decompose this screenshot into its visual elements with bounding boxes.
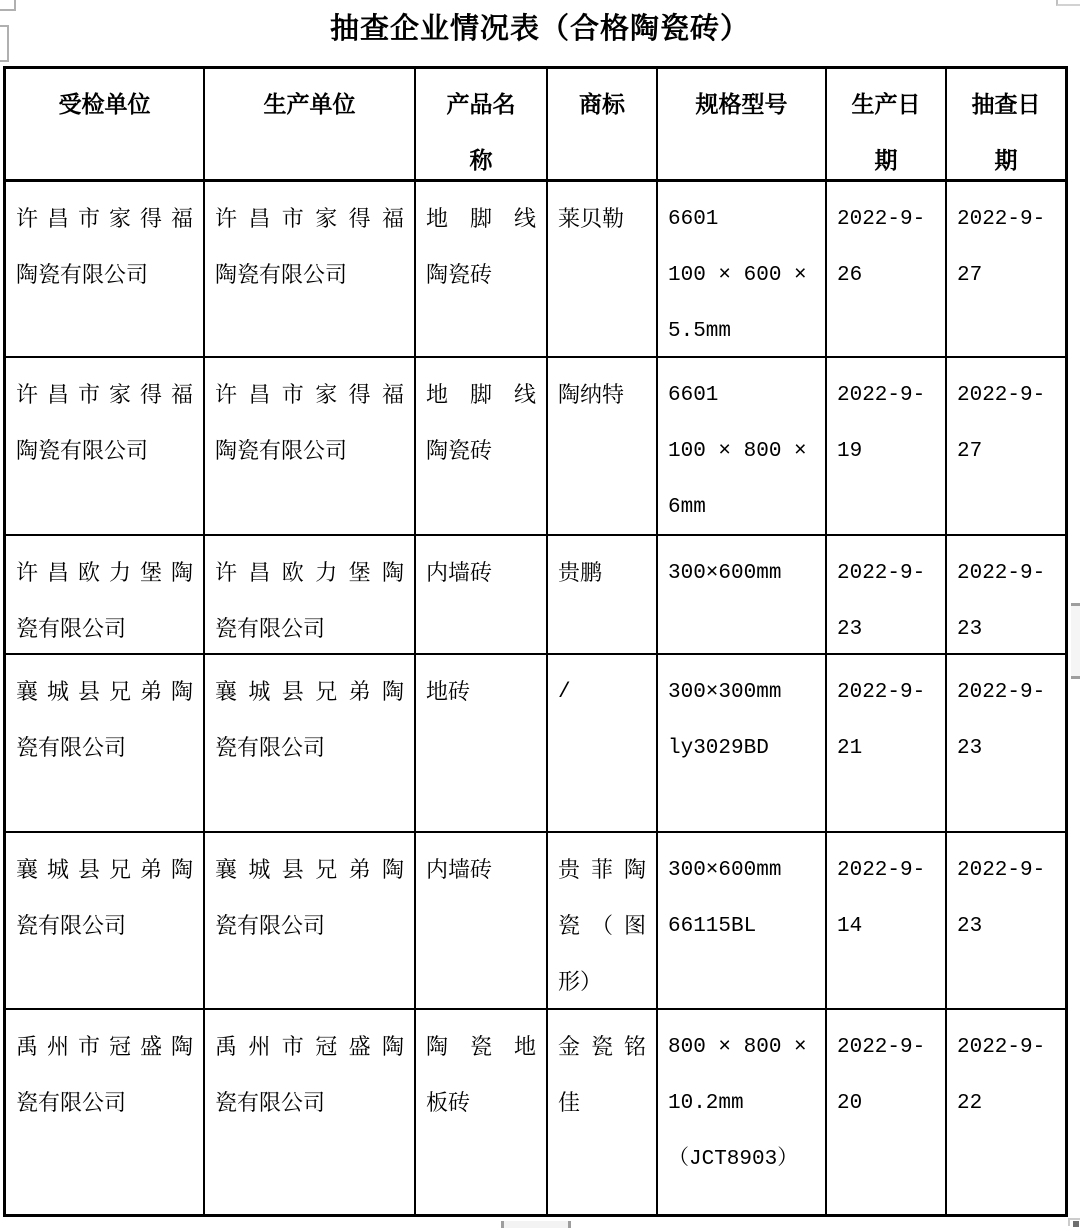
cell-line: 许昌市家得福 [215, 207, 404, 232]
cell-line: 襄城县兄弟陶 [16, 858, 193, 883]
cell-line: 板砖 [426, 1091, 471, 1116]
cell-r2c0 [6, 536, 205, 655]
cell-r1c5 [827, 358, 947, 536]
cell-r0c0 [6, 182, 205, 358]
cell-line: 许昌欧力堡陶 [16, 561, 193, 586]
cell-r3c3 [548, 655, 658, 833]
cell-line: 2022-9- [837, 681, 926, 704]
cell-line: 许昌市家得福 [16, 207, 193, 232]
cell-line: 陶瓷砖 [426, 439, 493, 464]
cell-line: 300×600mm [668, 562, 782, 585]
header-line: 期 [994, 148, 1018, 174]
cell-r3c4 [658, 655, 827, 833]
cell-line: 23 [957, 915, 983, 938]
cell-r0c3 [548, 182, 658, 358]
cell-line: / [558, 681, 571, 704]
cell-r3c5 [827, 655, 947, 833]
cell-r4c3 [548, 833, 658, 1010]
cell-line: 2022-9- [957, 562, 1046, 585]
cell-r4c2 [416, 833, 548, 1010]
cell-line: 襄城县兄弟陶 [215, 680, 404, 705]
cell-r2c1 [205, 536, 416, 655]
horizontal-scrollbar-thumb[interactable] [501, 1221, 571, 1228]
cell-line: 14 [837, 915, 863, 938]
cell-line: 26 [837, 264, 863, 287]
cell-r1c1 [205, 358, 416, 536]
cell-line: 2022-9- [837, 1036, 926, 1059]
cell-r5c2 [416, 1010, 548, 1214]
cell-r2c6 [947, 536, 1065, 655]
cell-r4c5 [827, 833, 947, 1010]
cell-line: 形） [558, 970, 603, 995]
cell-line: 23 [957, 618, 983, 641]
cell-line: 瓷有限公司 [16, 1091, 127, 1116]
cell-line: 100 × 600 × [668, 264, 807, 287]
cell-line: 陶瓷地 [426, 1035, 536, 1060]
cell-line: 27 [957, 440, 983, 463]
cell-line: 2022-9- [957, 681, 1046, 704]
cell-line: 800 × 800 × [668, 1036, 807, 1059]
cell-line: 6601 [668, 208, 719, 231]
cell-line: 21 [837, 737, 863, 760]
header-producer [205, 69, 416, 182]
cell-line: ly3029BD [668, 737, 769, 760]
header-line: 抽查日 [971, 92, 1041, 118]
header-spec-model [658, 69, 827, 182]
cell-r3c0 [6, 655, 205, 833]
cell-line: 瓷有限公司 [215, 914, 326, 939]
header-line: 期 [874, 148, 898, 174]
cell-line: 22 [957, 1092, 983, 1115]
header-line: 称 [469, 148, 493, 174]
cell-line: 内墙砖 [426, 561, 493, 586]
cell-line: 2022-9- [957, 384, 1046, 407]
vertical-scrollbar-thumb[interactable] [1071, 603, 1080, 679]
cell-line: 地脚线 [426, 383, 536, 408]
cell-line: 瓷有限公司 [16, 736, 127, 761]
cell-r0c5 [827, 182, 947, 358]
cell-r2c5 [827, 536, 947, 655]
cell-line: 金瓷铭 [558, 1035, 646, 1060]
cell-line: 19 [837, 440, 863, 463]
cell-line: 陶瓷有限公司 [16, 439, 149, 464]
cell-line: 陶瓷砖 [426, 263, 493, 288]
cell-r3c6 [947, 655, 1065, 833]
cell-line: 瓷有限公司 [215, 736, 326, 761]
cell-line: 66115BL [668, 915, 757, 938]
cell-line: 许昌欧力堡陶 [215, 561, 404, 586]
inspection-results-table [3, 66, 1068, 1217]
header-line: 商标 [579, 92, 625, 118]
cell-line: 禹州市冠盛陶 [16, 1035, 193, 1060]
resize-corner [1073, 1221, 1079, 1227]
cell-r2c4 [658, 536, 827, 655]
cell-r5c4 [658, 1010, 827, 1214]
cell-line: 瓷有限公司 [215, 617, 326, 642]
cell-r5c3 [548, 1010, 658, 1214]
cell-line: 6mm [668, 496, 706, 519]
cell-r5c0 [6, 1010, 205, 1214]
cell-line: 内墙砖 [426, 858, 493, 883]
cell-r3c2 [416, 655, 548, 833]
cell-line: 瓷（图 [558, 914, 646, 939]
cell-line: 10.2mm [668, 1092, 744, 1115]
cell-line: 陶瓷有限公司 [215, 263, 348, 288]
cell-r4c4 [658, 833, 827, 1010]
cell-r3c1 [205, 655, 416, 833]
cell-line: 禹州市冠盛陶 [215, 1035, 404, 1060]
cell-line: 2022-9- [837, 859, 926, 882]
cell-line: 23 [957, 737, 983, 760]
cell-r5c5 [827, 1010, 947, 1214]
cell-r1c0 [6, 358, 205, 536]
cell-r2c2 [416, 536, 548, 655]
header-inspected-unit [6, 69, 205, 182]
cell-line: 瓷有限公司 [215, 1091, 326, 1116]
cell-line: 27 [957, 264, 983, 287]
cell-r2c3 [548, 536, 658, 655]
cell-line: 6601 [668, 384, 719, 407]
cell-r1c2 [416, 358, 548, 536]
header-trademark [548, 69, 658, 182]
header-line: 生产日 [851, 92, 921, 118]
window-chrome-fragment-top-right [1056, 0, 1080, 6]
cell-r1c3 [548, 358, 658, 536]
cell-line: 2022-9- [837, 208, 926, 231]
header-inspection-date [947, 69, 1065, 182]
header-production-date [827, 69, 947, 182]
cell-line: 23 [837, 618, 863, 641]
header-line: 产品名 [446, 92, 516, 118]
page-title: 抽查企业情况表（合格陶瓷砖） [329, 11, 750, 45]
cell-line: 2022-9- [957, 208, 1046, 231]
cell-line: 莱贝勒 [558, 207, 625, 232]
cell-r5c1 [205, 1010, 416, 1214]
header-line: 受检单位 [58, 92, 151, 118]
cell-line: 陶纳特 [558, 383, 625, 408]
cell-line: 陶瓷有限公司 [215, 439, 348, 464]
cell-line: 襄城县兄弟陶 [16, 680, 193, 705]
cell-r5c6 [947, 1010, 1065, 1214]
cell-line: 地脚线 [426, 207, 536, 232]
header-product-name [416, 69, 548, 182]
cell-r4c6 [947, 833, 1065, 1010]
cell-line: 许昌市家得福 [215, 383, 404, 408]
cell-r0c4 [658, 182, 827, 358]
cell-line: 佳 [558, 1091, 581, 1116]
header-line: 生产单位 [263, 92, 356, 118]
window-chrome-fragment-bottom-right [1068, 1218, 1070, 1226]
cell-r0c1 [205, 182, 416, 358]
cell-r0c6 [947, 182, 1065, 358]
cell-line: 贵菲陶 [558, 858, 646, 883]
cell-line: 贵鹏 [558, 561, 603, 586]
cell-line: 2022-9- [837, 384, 926, 407]
cell-line: 陶瓷有限公司 [16, 263, 149, 288]
cell-line: 5.5mm [668, 320, 732, 343]
cell-line: 100 × 800 × [668, 440, 807, 463]
cell-line: 地砖 [426, 680, 471, 705]
cell-r4c1 [205, 833, 416, 1010]
cell-line: 300×600mm [668, 859, 782, 882]
cell-r1c4 [658, 358, 827, 536]
cell-line: 2022-9- [837, 562, 926, 585]
header-line: 规格型号 [695, 92, 788, 118]
cell-line: 20 [837, 1092, 863, 1115]
cell-line: 2022-9- [957, 1036, 1046, 1059]
cell-r0c2 [416, 182, 548, 358]
cell-line: 瓷有限公司 [16, 914, 127, 939]
cell-line: （JCT8903） [668, 1148, 799, 1171]
cell-r1c6 [947, 358, 1065, 536]
cell-line: 襄城县兄弟陶 [215, 858, 404, 883]
cell-line: 300×300mm [668, 681, 782, 704]
cell-line: 瓷有限公司 [16, 617, 127, 642]
cell-line: 2022-9- [957, 859, 1046, 882]
cell-line: 许昌市家得福 [16, 383, 193, 408]
cell-r4c0 [6, 833, 205, 1010]
